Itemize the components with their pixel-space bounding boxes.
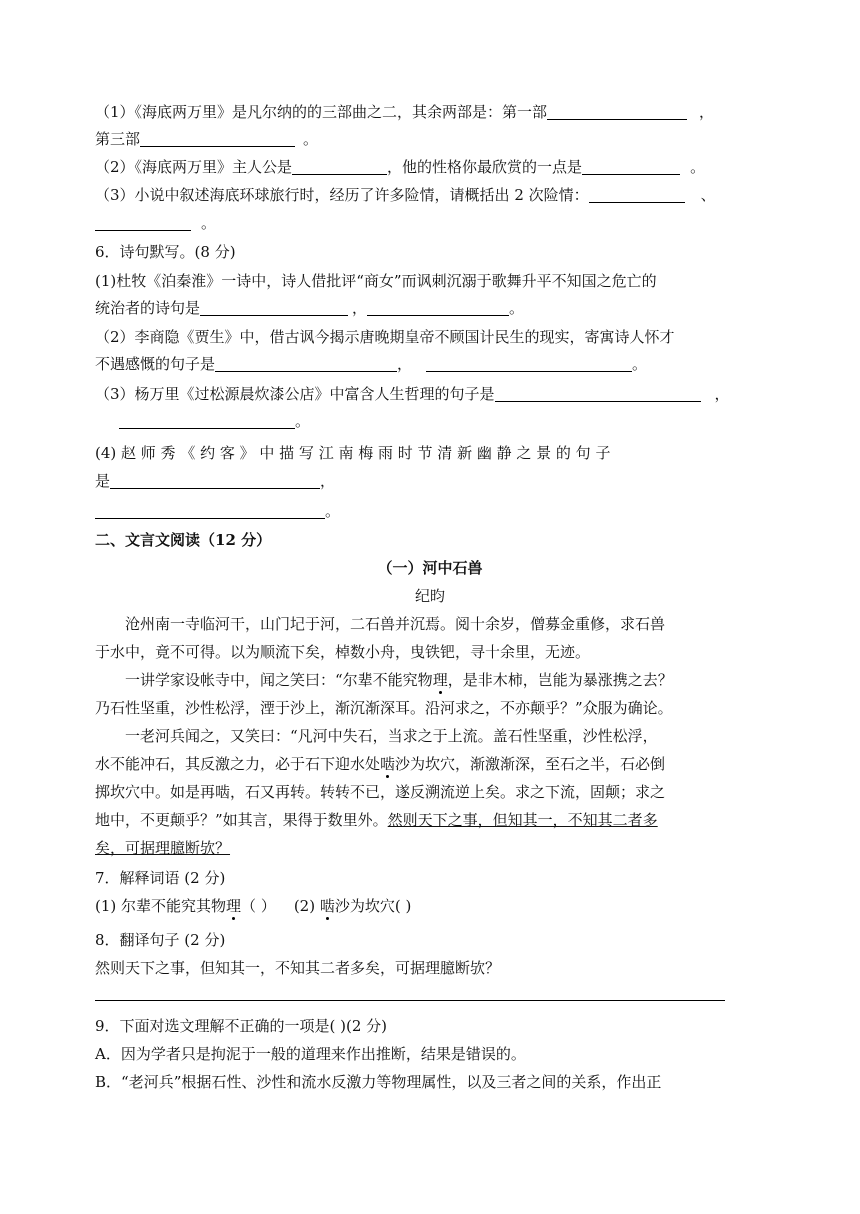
text-run: (2) [293,897,320,915]
passage-p3-line4 [95,809,658,831]
comma: ， [397,355,413,373]
q6-item3-line2 [95,410,310,432]
q9-option-b[interactable]: B．“老河兵”根据石性、沙性和流水反激力等物理属性，以及三者之间的关系，作出正 [95,1073,662,1091]
answer-blank[interactable] [110,472,320,489]
answer-line[interactable] [95,1000,725,1001]
q6-item1-line1: (1)杜牧《泊秦淮》一诗中，诗人借批评“商女”而讽刺沉溺于歌舞升平不知国之危亡的 [95,272,657,290]
answer-blank[interactable] [292,158,387,175]
q9-option-a[interactable]: A．因为学者只是拘泥于一般的道理来作出推断，结果是错误的。 [95,1045,526,1063]
text-run: ，是非木柿，岂能为暴涨携之去？ [447,671,673,689]
period: 。 [509,299,525,317]
q8-sentence: 然则天下之事，但知其一，不知其二者多矣，可据理臆断欤？ [95,959,501,977]
passage-p3-line2 [95,753,665,775]
q5-line-2 [95,128,318,150]
passage-p3-line1: 一老河兵闻之，又笑曰：“凡河中失石，当求之于上流。盖石性坚重，沙性松浮， [125,727,658,745]
q6-item4-line2 [95,470,335,492]
q5-line-5 [95,212,216,234]
comma: ， [320,472,336,490]
q6-item3-line1 [95,383,730,405]
q5-line-3 [95,156,705,178]
answer-blank[interactable] [367,299,509,316]
q8-title: 8．翻译句子 (2 分) [95,931,226,949]
q6-item4-label: 是 [95,472,111,490]
enum-comma: 、 [700,186,716,204]
answer-blank[interactable] [582,158,680,175]
answer-blank[interactable] [140,130,295,147]
q5-line-4 [95,184,716,206]
q6-item2-label: 不遇感慨的句子是 [95,355,216,373]
answer-blank[interactable] [589,186,685,203]
q6-item2-line1: （2）李商隐《贾生》中，借古讽今揭示唐晚期皇帝不顾国计民生的现实，寄寓诗人怀才 [95,328,675,346]
answer-blank[interactable] [200,299,348,316]
q7-title: 7．解释词语 (2 分) [95,869,226,887]
passage-p1-line2: 于水中，竟不可得。以为顺流下矣，棹数小舟，曳铁钯，寻十余里，无迹。 [95,643,591,661]
period: 。 [325,502,341,520]
q6-item3-label: （3）杨万里《过松源晨炊漆公店》中富含人生哲理的句子是 [95,385,495,403]
answer-blank[interactable] [95,214,191,231]
emphasized-char: 啮 [319,897,335,915]
q7-items [95,895,411,917]
passage-p1-line1: 沧州南一寺临河干，山门圮于河，二石兽并沉焉。阅十余岁，僧募金重修，求石兽 [125,615,666,633]
emphasized-char: 啮 [380,755,396,773]
period: 。 [632,355,648,373]
period: 。 [690,158,706,176]
period: 。 [295,412,311,430]
answer-blank[interactable] [426,355,632,372]
answer-blank[interactable] [119,412,295,429]
passage-p3-line5: 矣，可据理臆断欤？ [95,839,231,857]
q6-item1-label: 统治者的诗句是 [95,299,201,317]
text-run: 沙为坎穴，渐激渐深，至石之半，石必倒 [395,755,666,773]
q6-item1-line2 [95,297,524,319]
q6-item4-line3 [95,500,340,522]
q5-comma: ， [699,103,715,121]
answer-blank[interactable] [547,103,687,120]
comma: ， [714,385,730,403]
q5-item2-text: （2）《海底两万里》主人公是 [95,158,293,176]
answer-paren[interactable]: 沙为坎穴( ) [334,897,412,915]
period: 。 [303,130,319,148]
underlined-sentence: 然则天下之事，但知其一，不知其二者多 [387,811,658,829]
answer-blank[interactable] [495,385,701,402]
answer-paren[interactable]: （ ） [241,897,276,915]
text-run: (1) 尔辈不能究其物 [95,897,227,915]
passage-p2-line1 [125,669,673,691]
period: 。 [201,214,217,232]
q6-item4-line1: (4) 赵 师 秀 《 约 客 》 中 描 写 江 南 梅 雨 时 节 清 新 幽 静 之 景 的 句 子 [95,444,611,462]
passage-title: （一）河中石兽 [377,559,483,577]
q5-item3-text: （3）小说中叙述海底环球旅行时，经历了许多险情，请概括出 2 次险情： [95,186,589,204]
comma: ， [352,299,368,317]
text-run: 水不能冲石，其反激之力，必于石下迎水处 [95,755,381,773]
q5-item1-text: （1）《海底两万里》是凡尔纳的的三部曲之二，其余两部是：第一部 [95,103,548,121]
q5-third-part-label: 第三部 [95,130,141,148]
text-run: 一讲学家设帐寺中，闻之笑曰：“尔辈不能究 [125,671,418,689]
emphasized-char: 理 [226,897,242,915]
text-run: 物 [417,671,433,689]
section-heading: 二、文言文阅读（12 分） [95,531,272,549]
emphasized-char: 理 [432,671,448,689]
passage-author: 纪昀 [414,587,445,605]
text-run: 地中，不更颠乎？”如其言，果得于数里外。 [95,811,388,829]
answer-blank[interactable] [95,502,325,519]
passage-p2-line2: 乃石性坚重，沙性松浮，湮于沙上，渐沉渐深耳。沿河求之，不亦颠乎？”众服为确论。 [95,699,673,717]
passage-p3-line3: 掷坎穴中。如是再啮，石又再转。转转不已，遂反溯流逆上矣。求之下流，固颠；求之 [95,783,666,801]
q6-item2-line2 [95,353,647,375]
q5-item2-text-2: ，他的性格你最欣赏的一点是 [387,158,583,176]
q9-title: 9．下面对选文理解不正确的一项是( )(2 分) [95,1017,388,1035]
answer-blank[interactable] [215,355,397,372]
q5-line-1 [95,101,714,123]
q6-title: 6．诗句默写。(8 分) [95,243,236,261]
